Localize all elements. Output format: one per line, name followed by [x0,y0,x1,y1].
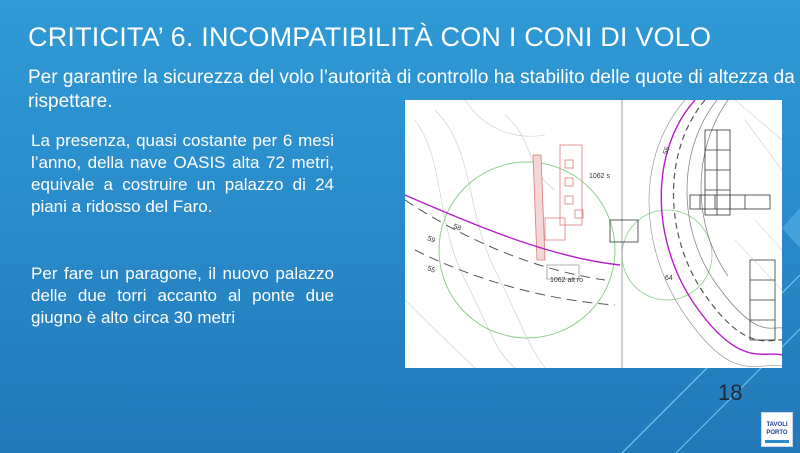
map-label-5: 55 [426,265,437,275]
logo-wave [765,440,789,443]
logo-line-2: PORTO [766,430,788,436]
technical-map [405,100,782,368]
structure-grid [610,130,775,340]
map-label-2: 1062 alt ro [550,277,584,284]
building-outlines [533,145,583,260]
road-curves [649,100,782,367]
map-drawing [405,100,782,368]
slide-title: CRITICITA’ 6. INCOMPATIBILITÀ CON I CONI DI VOLO [28,22,712,52]
map-label-6: 55 [662,145,672,156]
tavoli-del-porto-logo [761,412,793,447]
green-circle [439,162,615,338]
flight-cone-line-left [405,195,620,265]
green-circle-small [622,210,712,300]
paragraph-oasis: La presenza, quasi costante per 6 mesi l’anno, della nave OASIS alta 72 metri, equivale a costruire un palazzo di 24 piani a ridosso del Faro. [31,131,334,216]
contour-lines [405,100,555,368]
map-label-4: 59 [426,235,437,245]
decor-triangle [782,208,800,248]
map-label-7: 64 [665,275,673,282]
page-number: 18 [718,380,743,405]
slide-subtitle: Per garantire la sicurezza del volo l’autorità di controllo ha stabilito delle quote di altezza da rispettare. [28,67,795,112]
paragraph-comparison: Per fare un paragone, il nuovo palazzo delle due torri accanto al ponte due giugno è alto circa 30 metri [31,264,334,327]
map-label-3: 58 [452,223,463,233]
map-label-1: 1062 s [589,173,611,180]
dashed-lines [405,200,615,305]
logo-line-1: TAVOLI [766,422,788,428]
